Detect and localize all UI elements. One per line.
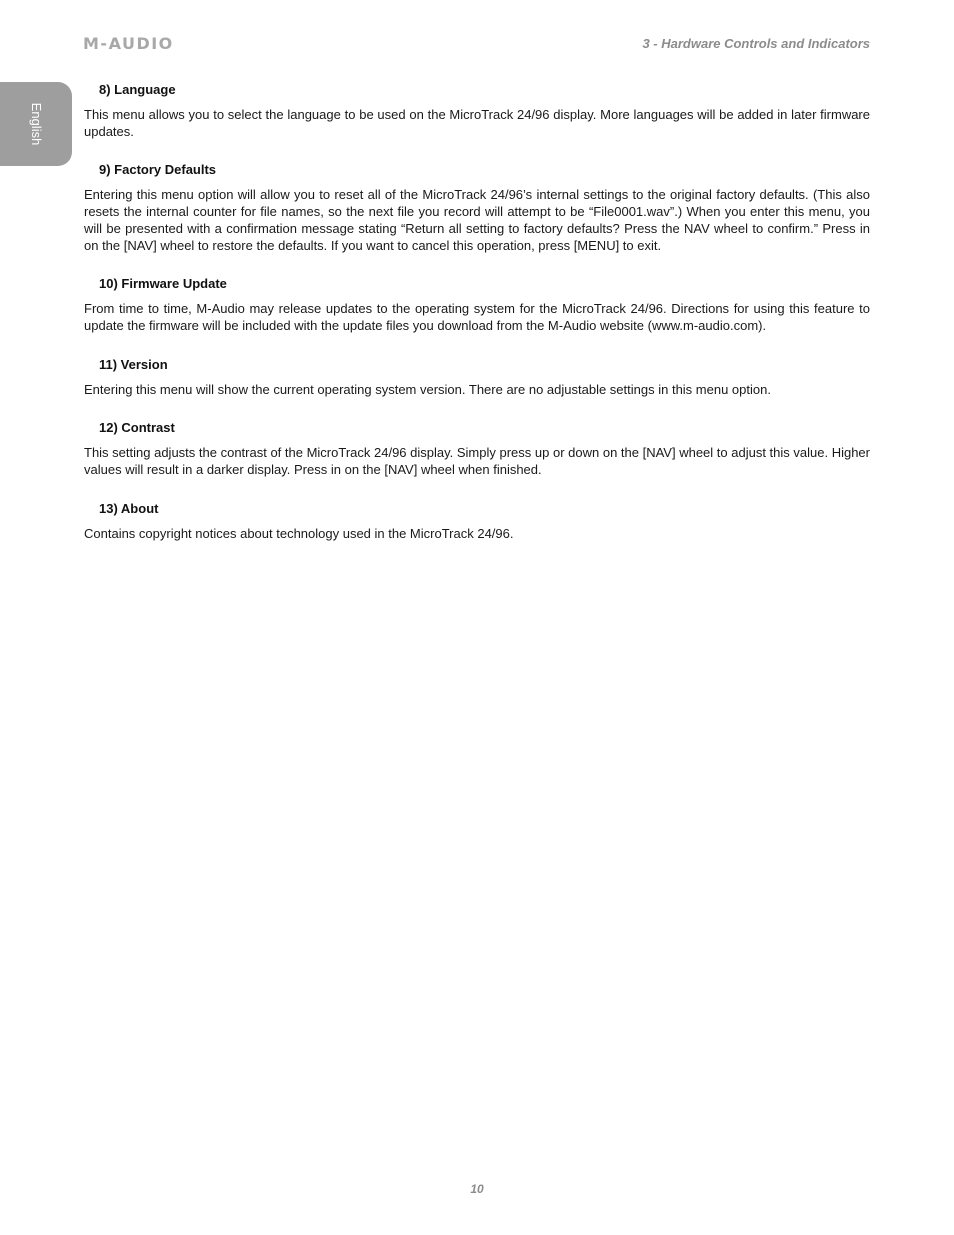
section-firmware-update (84, 274, 870, 334)
section-factory-defaults (84, 160, 870, 254)
section-about (84, 499, 870, 542)
section-heading: 13) About (99, 501, 159, 516)
section-body: From time to time, M-Audio may release updates to the operating system for the MicroTrack 24/96. Directions for using this feature to update the firmware will be included with the update files you download from the M-Audio website (www.m-audio.com). (84, 301, 870, 333)
section-heading: 9) Factory Defaults (99, 162, 217, 177)
language-side-tab (0, 82, 72, 166)
section-body: This setting adjusts the contrast of the MicroTrack 24/96 display. Simply press up or down on the [NAV] wheel to adjust this value. Higher values will result in a darker display. Press in on the [NAV] wheel when finished. (84, 445, 870, 477)
section-version (84, 355, 870, 398)
section-heading: 12) Contrast (99, 420, 175, 435)
section-body: Contains copyright notices about technology used in the MicroTrack 24/96. (84, 526, 514, 541)
page-content (84, 80, 870, 542)
m-audio-logo: M-AUDIO (83, 34, 174, 53)
section-heading: 11) Version (99, 357, 168, 372)
section-heading: 8) Language (99, 82, 176, 97)
side-tab-label: English (29, 102, 44, 146)
section-body: This menu allows you to select the language to be used on the MicroTrack 24/96 display. More languages will be added in later firmware updates. (84, 107, 870, 139)
page-number: 10 (470, 1182, 484, 1196)
section-body: Entering this menu will show the current operating system version. There are no adjustable settings in this menu option. (84, 382, 771, 397)
section-contrast (84, 418, 870, 478)
section-heading: 10) Firmware Update (99, 276, 227, 291)
section-language (84, 80, 870, 140)
section-body: Entering this menu option will allow you to reset all of the MicroTrack 24/96’s internal settings to the original factory defaults. (This also resets the internal counter for file names, so the next file you record will attempt to be “File0001.wav”.) When you enter this menu, you will be presented with a confirmation message stating “Return all setting to factory defaults? Press the NAV wheel to confirm.” Press in on the [NAV] wheel to restore the defaults. If you want to cancel this operation, press [MENU] to exit. (84, 187, 870, 253)
chapter-title: 3 - Hardware Controls and Indicators (642, 36, 870, 51)
